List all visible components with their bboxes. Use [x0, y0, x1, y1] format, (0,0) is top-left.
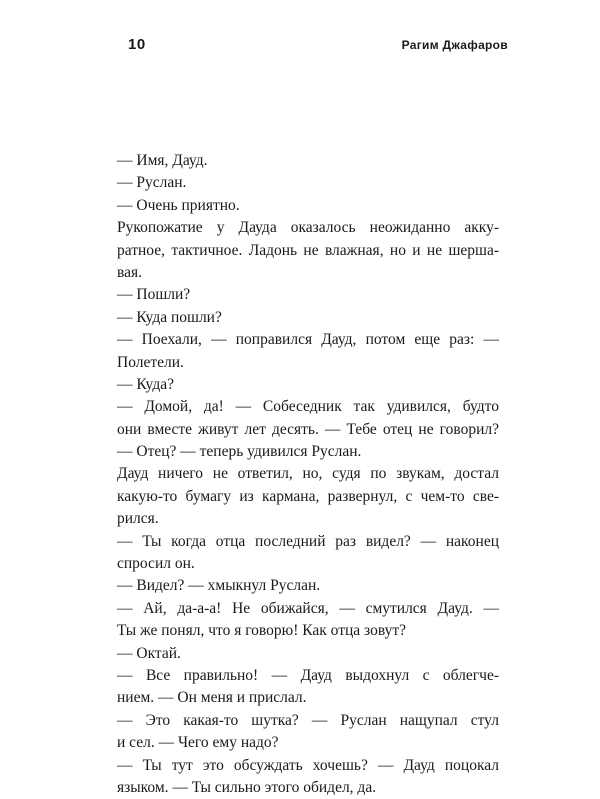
- text-line: — Это какая-то шутка? — Руслан нащупал стул: [117, 711, 499, 729]
- text-line: — Домой, да! — Собеседник так удивился, будто: [117, 398, 499, 416]
- text-line: — Ты тут это обсуждать хочешь? — Дауд поцокал: [117, 756, 499, 774]
- body-text: [117, 150, 499, 799]
- text-line: — Куда?: [117, 375, 174, 393]
- page-number: 10: [128, 36, 146, 53]
- text-line: Дауд ничего не ответил, но, судя по звукам, достал: [117, 465, 499, 483]
- text-line: — Октай.: [117, 644, 181, 662]
- text-line: языком. — Ты сильно этого обидел, да.: [117, 778, 377, 796]
- text-line: — Ай, да-а-а! Не обижайся, — смутился Дауд. —: [117, 599, 499, 617]
- text-line: и сел. — Чего ему надо?: [117, 734, 279, 752]
- text-line: рился.: [117, 510, 159, 528]
- text-line: — Очень приятно.: [117, 196, 240, 214]
- text-line: ратное, тактичное. Ладонь не влажная, но и не шерша-: [117, 241, 499, 259]
- text-line: — Все правильно! — Дауд выдохнул с облегче-: [117, 666, 499, 684]
- text-line: — Имя, Дауд.: [117, 152, 208, 169]
- running-head: Рагим Джафаров: [401, 38, 508, 52]
- text-line: — Поехали, — поправился Дауд, потом еще раз: —: [117, 331, 499, 349]
- text-line: Ты же понял, что я говорю! Как отца зовут?: [117, 622, 407, 640]
- text-line: какую-то бумагу из кармана, развернул, с чем-то све-: [117, 487, 499, 505]
- text-line: — Пошли?: [117, 286, 191, 304]
- text-line: Полетели.: [117, 353, 184, 371]
- text-line: — Отец? — теперь удивился Руслан.: [117, 443, 362, 461]
- text-line: — Куда пошли?: [117, 308, 222, 326]
- text-line: они вместе живут лет десять. — Тебе отец не говорил?: [117, 420, 499, 438]
- text-line: спросил он.: [117, 555, 195, 573]
- text-line: — Руслан.: [117, 174, 187, 192]
- text-line: нием. — Он меня и прислал.: [117, 689, 307, 707]
- text-line: — Ты когда отца последний раз видел? — наконец: [117, 532, 499, 550]
- text-line: вая.: [117, 263, 142, 281]
- text-line: — Видел? — хмыкнул Руслан.: [117, 577, 321, 595]
- text-line: Рукопожатие у Дауда оказалось неожиданно акку-: [117, 219, 499, 237]
